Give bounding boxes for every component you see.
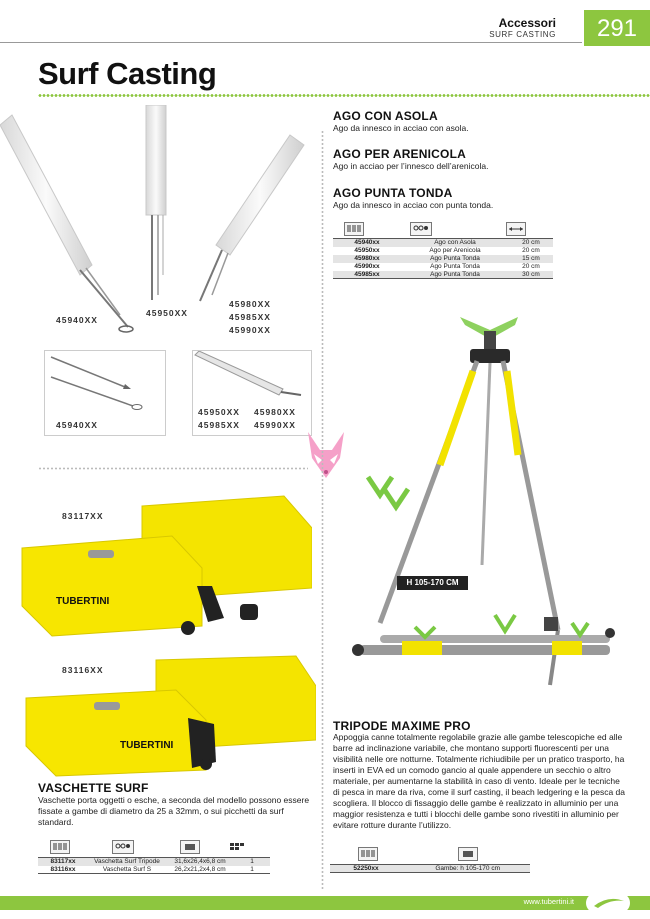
code-label-83116: 83116XX: [62, 665, 104, 675]
needle-loop-closeup: [45, 351, 165, 411]
barcode-icon: [344, 222, 364, 236]
code-label-45980: 45980XX: [229, 299, 271, 309]
cell-length: 15 cm: [522, 255, 540, 262]
barcode-icon: [50, 840, 70, 854]
product-title-vaschette: VASCHETTE SURF: [38, 781, 149, 795]
needle-arenicola-photo: [146, 105, 166, 300]
tripode-spec-table: [330, 864, 530, 873]
needle-with-loop-photo: [0, 115, 133, 332]
table-row: [38, 866, 270, 874]
cell-code: 52250xx: [353, 865, 379, 872]
code-label-45990: 45990XX: [229, 325, 271, 335]
dimensions-icon: [180, 840, 200, 854]
cell-code: 45985xx: [354, 270, 380, 278]
inset-right-label-2: 45980XX: [254, 407, 296, 417]
product-title-ago-tonda: AGO PUNTA TONDA: [333, 186, 453, 200]
column-divider: [321, 130, 324, 890]
table-row: [333, 239, 553, 247]
footer-logo: [586, 893, 630, 913]
models-icon: [112, 840, 134, 854]
table-row: [330, 865, 530, 873]
section-divider: [38, 467, 308, 470]
cell-model: Ago Punta Tonda: [430, 255, 480, 262]
code-label-45950: 45950XX: [146, 308, 188, 318]
footer-url[interactable]: www.tubertini.it: [523, 897, 574, 906]
bait-tray-small-photo: [16, 650, 316, 780]
vaschette-spec-table: [38, 857, 270, 874]
cell-legs: Gambe: h 105-170 cm: [435, 865, 500, 872]
cell-code: 83117xx: [50, 858, 76, 866]
ago-spec-table: [333, 238, 553, 279]
table-row: [333, 255, 553, 263]
page-number: 291: [584, 10, 650, 46]
product-desc-ago-tonda: Ago da innesco in acciao con punta tonda.: [333, 200, 494, 210]
code-label-45985: 45985XX: [229, 312, 271, 322]
cell-dimensions: 26,2x21,2x4,8 cm: [174, 865, 226, 873]
product-title-ago-asola: AGO CON ASOLA: [333, 109, 438, 123]
pieces-icon: [226, 838, 248, 863]
pieces-icon-label: pz.: [232, 856, 242, 863]
cell-code: 83116xx: [50, 865, 76, 873]
cell-code: 45980xx: [354, 255, 380, 262]
cell-model: Ago con Asola: [434, 239, 476, 247]
legs-icon: [458, 847, 478, 861]
cell-model: Ago per Arenicola: [429, 247, 481, 254]
inset-right-label-1: 45950XX: [198, 407, 240, 417]
tripod-head: [460, 317, 518, 363]
brand-swoosh-icon: [586, 893, 630, 913]
product-title-ago-arenicola: AGO PER ARENICOLA: [333, 147, 466, 161]
cell-code: 45950xx: [354, 247, 380, 254]
barcode-icon: [358, 847, 378, 861]
tripod-rest-bars: [352, 615, 615, 656]
header-rule: [0, 42, 582, 43]
code-label-45940: 45940XX: [56, 315, 98, 325]
cell-length: 30 cm: [522, 270, 540, 278]
models-icon: [410, 222, 432, 236]
table-row: [333, 263, 553, 271]
title-dotted-rule: [38, 93, 650, 98]
cell-dimensions: 31,6x26,4x6,8 cm: [174, 858, 226, 866]
tripod-photo: [340, 305, 640, 705]
cell-model: Vaschetta Surf Tripode: [94, 858, 160, 866]
bait-tray-large-photo: [12, 488, 312, 638]
header-category: Accessori: [498, 16, 556, 30]
header-subcategory: SURF CASTING: [489, 30, 556, 39]
table-row: [333, 271, 553, 279]
cell-model: Vaschetta Surf S: [102, 865, 152, 873]
inset-right-label-3: 45985XX: [198, 420, 240, 430]
table-row: [333, 247, 553, 255]
cell-model: Ago Punta Tonda: [430, 270, 480, 278]
needle-round-tip-photo: [200, 135, 304, 301]
cell-pieces: 1: [250, 865, 254, 873]
cell-model: Ago Punta Tonda: [430, 263, 480, 270]
cell-pieces: 1: [250, 858, 254, 866]
product-desc-ago-asola: Ago da innesco in acciao con asola.: [333, 123, 469, 133]
tray-brand-text: TUBERTINI: [56, 596, 110, 607]
cell-length: 20 cm: [522, 247, 540, 254]
inset-left-label: 45940XX: [56, 420, 98, 430]
product-desc-tripode: Appoggia canne totalmente regolabile grazie alle gambe telescopiche ed alle barre ad inclinazione variabile, che montano supporti fluorescenti per una visibilità nelle ore notturne. Totalmente richiudibile per un pratico trasporto, ha inserti in EVA ed un comodo gancio al quale appendere un secchio o altro materiale, per aumentarne la stabilità in caso di vento. Ideale per le tecniche di pesca in mare da riva, come il surf casting, il beach ledgering e la pesca da scogliera. Il blocco di fissaggio delle gambe è realizzato in alluminio per una maggior resistenza e tutti i blocchi delle gambe sono rivestiti in alluminio per evitare rotture durante l’utilizzo.: [333, 732, 625, 830]
length-icon: [506, 222, 526, 236]
inset-right-label-4: 45990XX: [254, 420, 296, 430]
needle-tip-closeup: [193, 351, 311, 401]
cell-length: 20 cm: [522, 239, 540, 247]
code-label-83117: 83117XX: [62, 511, 104, 521]
cell-length: 20 cm: [522, 263, 540, 270]
cell-code: 45940xx: [354, 239, 380, 247]
tray-brand-text-small: TUBERTINI: [120, 740, 174, 751]
cell-code: 45990xx: [354, 263, 380, 270]
table-row: [38, 858, 270, 866]
page-title: Surf Casting: [38, 56, 217, 91]
product-desc-vaschette: Vaschette porta oggetti o esche, a seconda del modello possono essere fissate a gambe di diametro da 25 a 32mm, o sui picchetti da surf standard.: [38, 795, 310, 827]
product-desc-ago-arenicola: Ago in acciao per l’innesco dell’arenicola.: [333, 161, 489, 171]
height-badge: H 105-170 CM: [397, 576, 468, 590]
product-title-tripode: TRIPODE MAXIME PRO: [333, 719, 471, 733]
